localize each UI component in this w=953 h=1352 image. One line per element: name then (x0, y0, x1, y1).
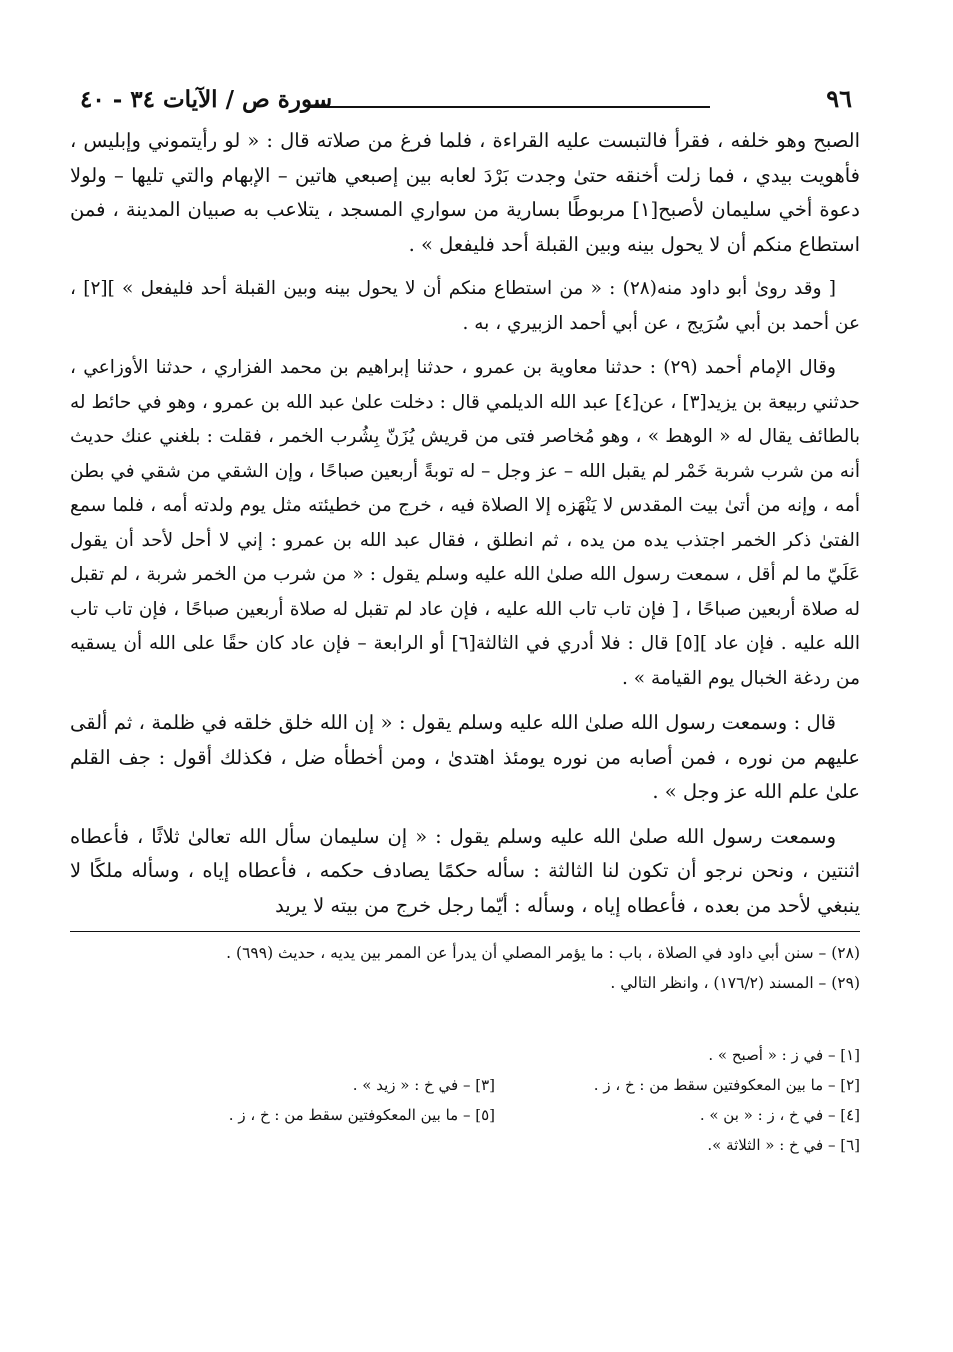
variant-row (70, 1130, 860, 1160)
paragraph-1: الصبح وهو خلفه ، فقرأ فالتبست عليه القراءة ، فلما فرغ من صلاته قال : « لو رأيتموني وإبليس ، فأهويت بيدي ، فما زلت أخنقه حتىٰ وجدت بَرْدَ لعابه بين إصبعي هاتين – الإبهام والتي تليها – ولولا دعوة أخي سليمان لأصبح[١] مربوطًا بسارية من سواري المسجد ، يتلاعب به صبيان المدينة ، فمن استطاع منكم أن لا يحول بينه وبين القبلة أحد فليفعل » . (70, 129, 860, 256)
page-number: ٩٦ (826, 84, 852, 113)
variant-4: [٤] – في خ ، ز : « بن » . (699, 1106, 860, 1124)
book-page (70, 80, 860, 1160)
variant-row (70, 1040, 860, 1070)
variant-3: [٣] – في خ : « زيد » . (352, 1076, 495, 1094)
page-header (70, 80, 860, 120)
paragraph-3: وقال الإمام أحمد (٢٩) : حدثنا معاوية بن عمرو ، حدثنا إبراهيم بن محمد الفزاري ، حدثنا الأوزاعي ، حدثني ربيعة بن يزيد[٣] ، عن[٤] عبد الله الديلمي قال : دخلت علىٰ عبد الله بن عمرو ، وهو في حائط له بالطائف يقال له « الوهط » ، وهو مُخاصر فتى من قريش يُزَنّ بِشُرب الخمر ، فقلت : بلغني عنك حديث أنه من شرب شربة خَمْر لم يقبل الله – عز وجل – له توبةً أربعين صباحًا ، وإن الشقي من شقي في بطن أمه ، وإنه من أتىٰ بيت المقدس لا يَنْهَزه إلا الصلاة فيه ، خرج من خطيئته مثل يوم ولدته أمه ، فلما سمع الفتىٰ ذكر الخمر اجتذب يده من يده ، ثم انطلق ، فقال عبد الله بن عمرو : إني لا أحل لأحد أن يقول عَلَيّ ما لم أقل ، سمعت رسول الله صلىٰ الله عليه وسلم يقول : « من شرب من الخمر شربة ، لم تقبل له صلاة أربعين صباحًا ، [ فإن تاب تاب الله عليه ، فإن عاد لم تقبل له صلاة أربعين صباحًا ، فإن تاب تاب الله عليه . فإن عاد ][٥] قال : فلا أدري في الثالثة[٦] أو الرابعة – فإن عاد كان حقًا على الله أن يسقيه من ردغة الخبال يوم القيامة » . (70, 357, 860, 689)
header-rule (310, 106, 710, 108)
variant-6: [٦] – في خ : « الثلاثة ». (707, 1136, 860, 1154)
footnote-rule (70, 931, 860, 932)
variant-row (70, 1100, 860, 1130)
variant-row (70, 1070, 860, 1100)
variant-2: [٢] – ما بين المعكوفتين سقط من : خ ، ز . (593, 1076, 860, 1094)
paragraph-4: قال : وسمعت رسول الله صلىٰ الله عليه وسلم يقول : « إن الله خلق خلقه في ظلمة ، ثم ألقى عليهم من نوره ، فمن أصابه من نوره يومئذ اهتدىٰ ، ومن أخطأه ضل ، فكذلك أقول : جف القلم علىٰ علم الله عز وجل » . (70, 711, 860, 803)
footnote-29: (٢٩) – المسند (١٧٦/٢) ، وانظر التالي . (610, 974, 860, 992)
main-text (70, 124, 860, 923)
variant-notes (70, 1040, 860, 1160)
running-title: سورة ص / الآيات ٣٤ - ٤٠ (80, 86, 333, 113)
variant-5: [٥] – ما بين المعكوفتين سقط من : خ ، ز . (228, 1106, 495, 1124)
paragraph-5: وسمعت رسول الله صلىٰ الله عليه وسلم يقول : « إن سليمان سأل الله تعالىٰ ثلاثًا ، فأعطاه اثنتين ، ونحن نرجو أن تكون لنا الثالثة : سأله حكمًا يصادف حكمه ، فأعطاه إياه ، وسأله ملكًا لا ينبغي لأحد من بعده ، فأعطاه إياه ، وسأله : أيّما رجل خرج من بيته لا يريد (70, 824, 860, 917)
variant-1: [١] – في ز : « أصبح » . (708, 1046, 860, 1064)
paragraph-2: [ وقد رویٰ أبو داود منه(٢٨) : « من استطاع منكم أن لا يحول بينه وبين القبلة أحد فليفعل » ][٢] ، عن أحمد بن أبي سُرَيج ، عن أبي أحمد الزبيري ، به . (70, 278, 860, 334)
footnotes (70, 938, 860, 998)
footnote-28: (٢٨) – سنن أبي داود في الصلاة ، باب : ما يؤمر المصلي أن يدرأ عن الممر بين يديه ، حديث (٦٩٩) . (226, 944, 860, 962)
